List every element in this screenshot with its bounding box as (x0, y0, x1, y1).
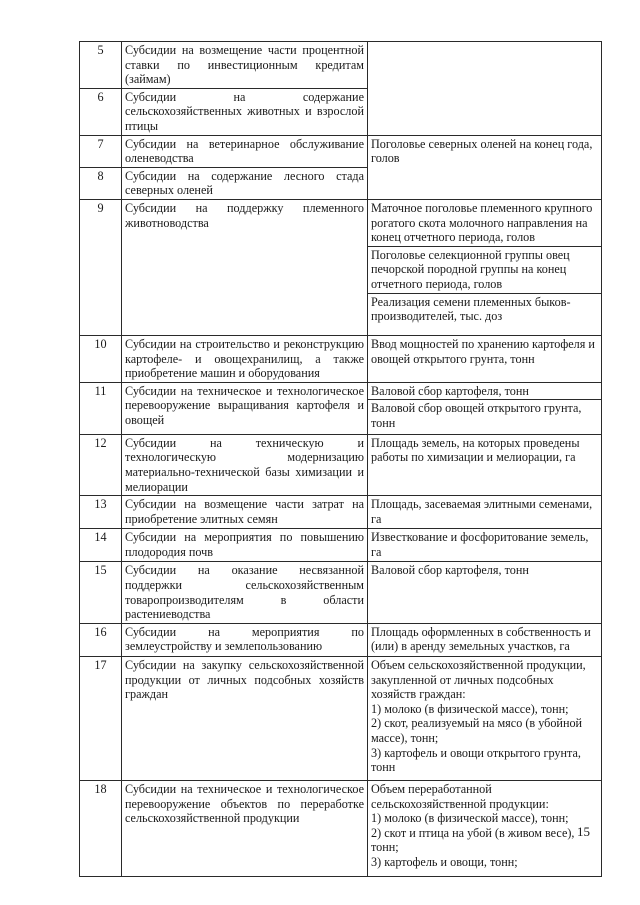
indicator-line: Объем переработанной сельскохозяйственной продукции: (371, 782, 549, 811)
indicator-text: Известкование и фосфоритование земель, га (371, 530, 589, 559)
indicator-text: Поголовье северных оленей на конец года, голов (371, 136, 593, 166)
table-row (80, 434, 602, 495)
indicator-cell (368, 382, 602, 434)
row-number: 16 (80, 623, 122, 656)
subsidy-name: Субсидии на содержание сельскохозяйственных животных и взрослой птицы (122, 88, 368, 135)
indicator-text: Валовой сбор овощей открытого грунта, тонн (367, 399, 601, 431)
subsidy-name: Субсидии на строительство и реконструкцию картофеле- и овощехранилищ, а также приобретение машин и оборудования (122, 335, 368, 382)
table-body (80, 42, 602, 877)
indicator-text: Площадь оформленных в собственность и (или) в аренду земельных участков, га (371, 624, 591, 654)
table-row (80, 529, 602, 562)
indicator-text: Маточное поголовье племенного крупного рогатого скота молочного направления на конец отчетного периода, голов (371, 200, 593, 245)
indicator-text: Ввод мощностей по хранению картофеля и овощей открытого грунта, тонн (371, 336, 595, 366)
table-row (80, 562, 602, 623)
row-number: 18 (80, 781, 122, 877)
indicator-cell (368, 42, 602, 136)
row-number: 15 (80, 562, 122, 623)
subsidy-name: Субсидии на техническое и технологическое перевооружение выращивания картофеля и овощей (122, 382, 368, 434)
indicator-cell (368, 562, 602, 623)
subsidy-indicators-table (79, 41, 602, 877)
subsidy-name: Субсидии на мероприятия по повышению плодородия почв (122, 529, 368, 562)
subsidy-name: Субсидии на содержание лесного стада северных оленей (122, 167, 368, 199)
indicator-line: 3) картофель и овощи открытого грунта, тонн (371, 745, 581, 775)
indicator-cell (368, 434, 602, 495)
indicator-text: Поголовье селекционной группы овец печорской породной группы на конец отчетного периода, голов (367, 246, 601, 293)
row-number: 14 (80, 529, 122, 562)
table-row (80, 382, 602, 434)
row-number: 7 (80, 135, 122, 167)
row-number: 12 (80, 434, 122, 495)
table-row (80, 496, 602, 529)
table-row (80, 623, 602, 656)
indicator-text: Реализация семени племенных быков-производителей, тыс. доз (367, 293, 601, 325)
page-number: 15 (577, 824, 590, 839)
indicator-line: 1) молоко (в физической массе), тонн; (371, 811, 569, 826)
row-number: 5 (80, 42, 122, 89)
subsidy-name: Субсидии на поддержку племенного животноводства (122, 199, 368, 335)
row-number: 17 (80, 657, 122, 781)
row-number: 10 (80, 335, 122, 382)
indicator-line: 1) молоко (в физической массе), тонн; (371, 701, 569, 716)
indicator-text: Площадь земель, на которых проведены работы по химизации и мелиорации, га (371, 435, 580, 465)
table-row (80, 781, 602, 877)
row-number: 11 (80, 382, 122, 434)
subsidy-name: Субсидии на техническую и технологическую модернизацию материально-технической базы химизации и мелиорации (122, 434, 368, 495)
indicator-cell (368, 781, 602, 877)
table-row (80, 135, 602, 167)
row-number: 6 (80, 88, 122, 135)
indicator-cell (368, 623, 602, 656)
row-number: 8 (80, 167, 122, 199)
indicator-line: 2) скот и птица на убой (в живом весе), тонн; (371, 825, 575, 855)
indicator-line: Объем сельскохозяйственной продукции, закупленной от личных подсобных хозяйств граждан: (371, 658, 586, 702)
indicator-text: Валовой сбор картофеля, тонн (371, 383, 529, 398)
subsidy-name: Субсидии на техническое и технологическое перевооружение объектов по переработке сельскохозяйственной продукции (122, 781, 368, 877)
indicator-cell (368, 199, 602, 335)
row-number: 13 (80, 496, 122, 529)
subsidy-name: Субсидии на ветеринарное обслуживание оленеводства (122, 135, 368, 167)
indicator-line: 3) картофель и овощи, тонн; (371, 855, 518, 869)
indicator-line: 2) скот, реализуемый на мясо (в убойной массе), тонн; (371, 716, 583, 745)
row-number: 9 (80, 199, 122, 335)
indicator-cell (368, 335, 602, 382)
table-row (80, 199, 602, 335)
indicator-cell (368, 135, 602, 199)
subsidy-name: Субсидии на закупку сельскохозяйственной продукции от личных подсобных хозяйств граждан (122, 657, 368, 781)
subsidy-name: Субсидии на возмещение части затрат на приобретение элитных семян (122, 496, 368, 529)
indicator-cell (368, 529, 602, 562)
table-row (80, 335, 602, 382)
subsidy-name: Субсидии на возмещение части процентной ставки по инвестиционным кредитам (займам) (122, 42, 368, 89)
indicator-text: Валовой сбор картофеля, тонн (371, 563, 529, 578)
subsidy-name: Субсидии на оказание несвязанной поддержки сельскохозяйственным товаропроизводителям в области растениеводства (122, 562, 368, 623)
indicator-cell (368, 657, 602, 781)
indicator-text: Площадь, засеваемая элитными семенами, га (371, 497, 593, 526)
table-row (80, 657, 602, 781)
table-row (80, 42, 602, 89)
subsidy-name: Субсидии на мероприятия по землеустройству и землепользованию (122, 623, 368, 656)
indicator-cell (368, 496, 602, 529)
